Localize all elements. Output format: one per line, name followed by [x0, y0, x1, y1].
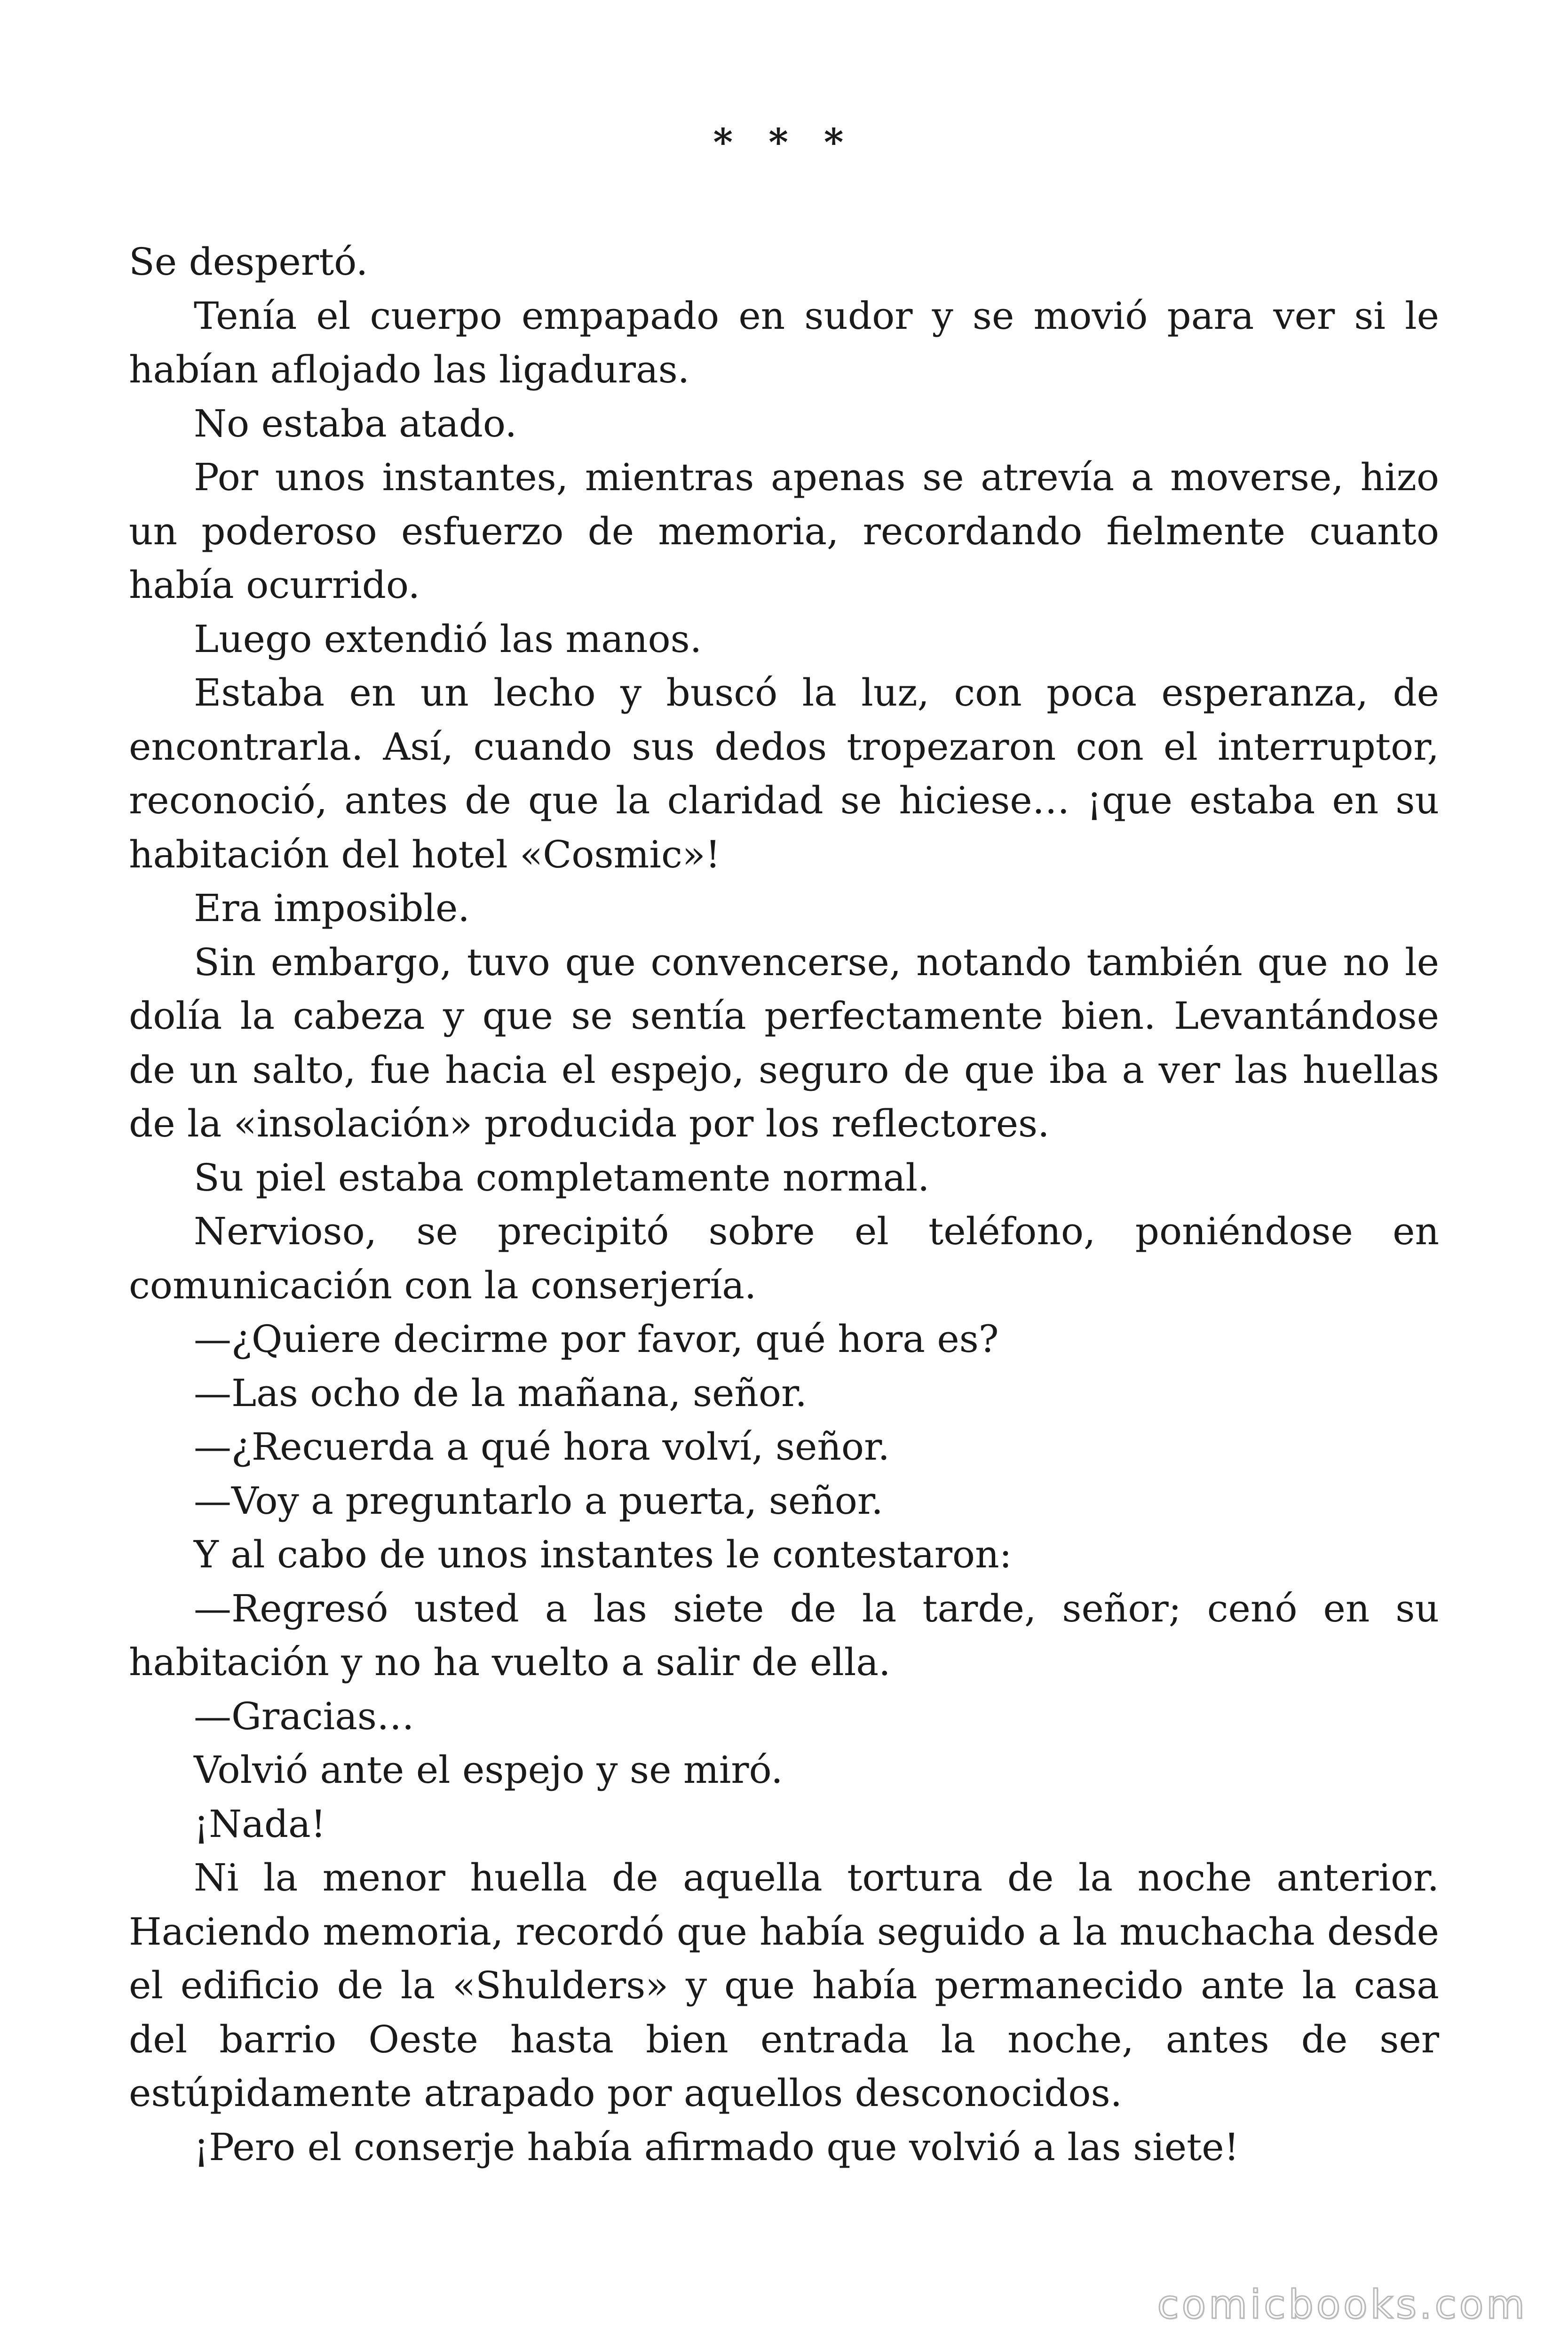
paragraph: Tenía el cuerpo empapado en sudor y se movió para ver si le habían aflojado las ligaduras.: [129, 294, 1439, 391]
paragraph: Estaba en un lecho y buscó la luz, con poca esperanza, de encontrarla. Así, cuando sus dedos tropezaron con el interruptor, reconoció, antes de que la claridad se hiciese… ¡que estaba en su habitación del hotel «Cosmic»!: [129, 671, 1439, 876]
dialogue-line: —Gracias…: [194, 1694, 414, 1738]
section-separator: * * *: [713, 120, 855, 164]
paragraph: Ni la menor huella de aquella tortura de la noche anterior. Haciendo memoria, recordó que había seguido a la muchacha desde el edificio de la «Shulders» y que había permanecido ante la casa del barrio Oeste hasta bien entrada la noche, antes de ser estúpidamente atrapado por aquellos desconocidos.: [129, 1856, 1439, 2115]
paragraph: No estaba atado.: [194, 401, 517, 445]
dialogue-line: —Voy a preguntarlo a puerta, señor.: [194, 1478, 883, 1523]
dialogue-line: —¿Recuerda a qué hora volví, señor.: [194, 1425, 890, 1469]
paragraph: Nervioso, se precipitó sobre el teléfono, poniéndose en comunicación con la conserjería.: [129, 1209, 1439, 1307]
paragraph: Se despertó.: [129, 240, 368, 284]
dialogue-line: —Las ocho de la mañana, señor.: [194, 1371, 807, 1415]
paragraph: Su piel estaba completamente normal.: [194, 1155, 930, 1200]
paragraph: ¡Pero el conserje había afirmado que volvió a las siete!: [194, 2125, 1239, 2169]
dialogue-line: —Regresó usted a las siete de la tarde, señor; cenó en su habitación y no ha vuelto a salir de ella.: [129, 1586, 1439, 1684]
paragraph: Volvió ante el espejo y se miró.: [194, 1748, 783, 1792]
paragraph: Era imposible.: [194, 886, 470, 930]
dialogue-line: —¿Quiere decirme por favor, qué hora es?: [194, 1317, 999, 1361]
paragraph: Por unos instantes, mientras apenas se atrevía a moverse, hizo un poderoso esfuerzo de memoria, recordando fielmente cuanto había ocurrido.: [129, 455, 1439, 607]
paragraph: Sin embargo, tuvo que convencerse, notando también que no le dolía la cabeza y que se sentía perfectamente bien. Levantándose de un salto, fue hacia el espejo, seguro de que iba a ver las huellas de la «insolación» producida por los reflectores.: [129, 940, 1439, 1145]
paragraph: Y al cabo de unos instantes le contestaron:: [194, 1533, 1012, 1576]
paragraph: Luego extendió las manos.: [194, 617, 702, 661]
paragraph: ¡Nada!: [194, 1802, 326, 1846]
watermark: comicbooks.com: [1157, 2281, 1528, 2328]
body-text: [129, 235, 1439, 2174]
